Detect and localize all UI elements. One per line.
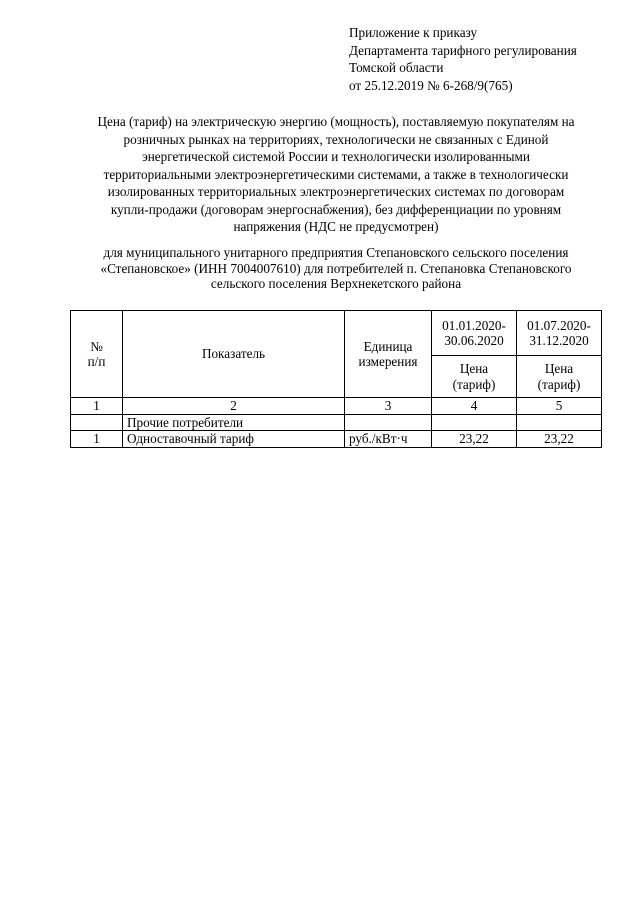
header-unit: Единица измерения	[345, 311, 432, 398]
appendix-line: Департамента тарифного регулирования	[349, 42, 577, 58]
header-price-2: Цена (тариф)	[517, 356, 602, 398]
header-price-1: Цена (тариф)	[432, 356, 517, 398]
table-row	[71, 431, 602, 448]
subtitle-line: для муниципального унитарного предприятия Степановского сельского поселения	[103, 245, 569, 260]
row-indicator: Одноставочный тариф	[123, 431, 345, 448]
title-line: энергетической системой России и технологически изолированными	[142, 149, 530, 164]
column-number: 4	[432, 398, 517, 415]
title-line: Цена (тариф) на электрическую энергию (мощность), поставляемую покупателям на	[97, 114, 575, 129]
title-line: территориальными электроэнергетическими системами, а также в технологически	[103, 166, 569, 182]
header-indicator: Показатель	[123, 311, 345, 398]
document-subtitle	[70, 245, 602, 292]
column-number: 5	[517, 398, 602, 415]
row-value-period-2: 23,22	[517, 431, 602, 448]
column-number: 2	[123, 398, 345, 415]
column-numbers-row	[71, 398, 602, 415]
group-label: Прочие потребители	[123, 414, 345, 431]
header-period-2: 01.07.2020- 31.12.2020	[517, 311, 602, 356]
title-line: напряжения (НДС не предусмотрен)	[233, 219, 439, 234]
row-unit: руб./кВт·ч	[345, 431, 432, 448]
document-title	[70, 113, 602, 236]
group-empty-cell	[517, 414, 602, 431]
column-number: 1	[71, 398, 123, 415]
appendix-order-number: от 25.12.2019 № 6-268/9(765)	[349, 77, 513, 93]
subtitle-line: «Степановское» (ИНН 7004007610) для потребителей п. Степановка Степановского	[100, 260, 572, 276]
group-empty-cell	[432, 414, 517, 431]
group-row	[71, 414, 602, 431]
appendix-header	[349, 24, 577, 94]
row-value-period-1: 23,22	[432, 431, 517, 448]
subtitle-line: сельского поселения Верхнекетского района	[210, 276, 462, 291]
row-number: 1	[71, 431, 123, 448]
table-header-row	[71, 311, 602, 356]
header-period-1: 01.01.2020- 30.06.2020	[432, 311, 517, 356]
appendix-line: Томской области	[349, 60, 444, 75]
title-line: розничных рынках на территориях, технологически не связанных с Единой	[123, 131, 549, 147]
appendix-line: Приложение к приказу	[349, 25, 478, 40]
title-line: изолированных территориальных электроэнергетических системах по договорам	[107, 184, 565, 199]
tariff-table	[70, 310, 602, 448]
title-line: купли-продажи (договорам энергоснабжения), без дифференциации по уровням	[110, 201, 562, 217]
column-number: 3	[345, 398, 432, 415]
header-number: № п/п	[71, 311, 123, 398]
group-empty-cell	[345, 414, 432, 431]
group-empty-cell	[71, 414, 123, 431]
